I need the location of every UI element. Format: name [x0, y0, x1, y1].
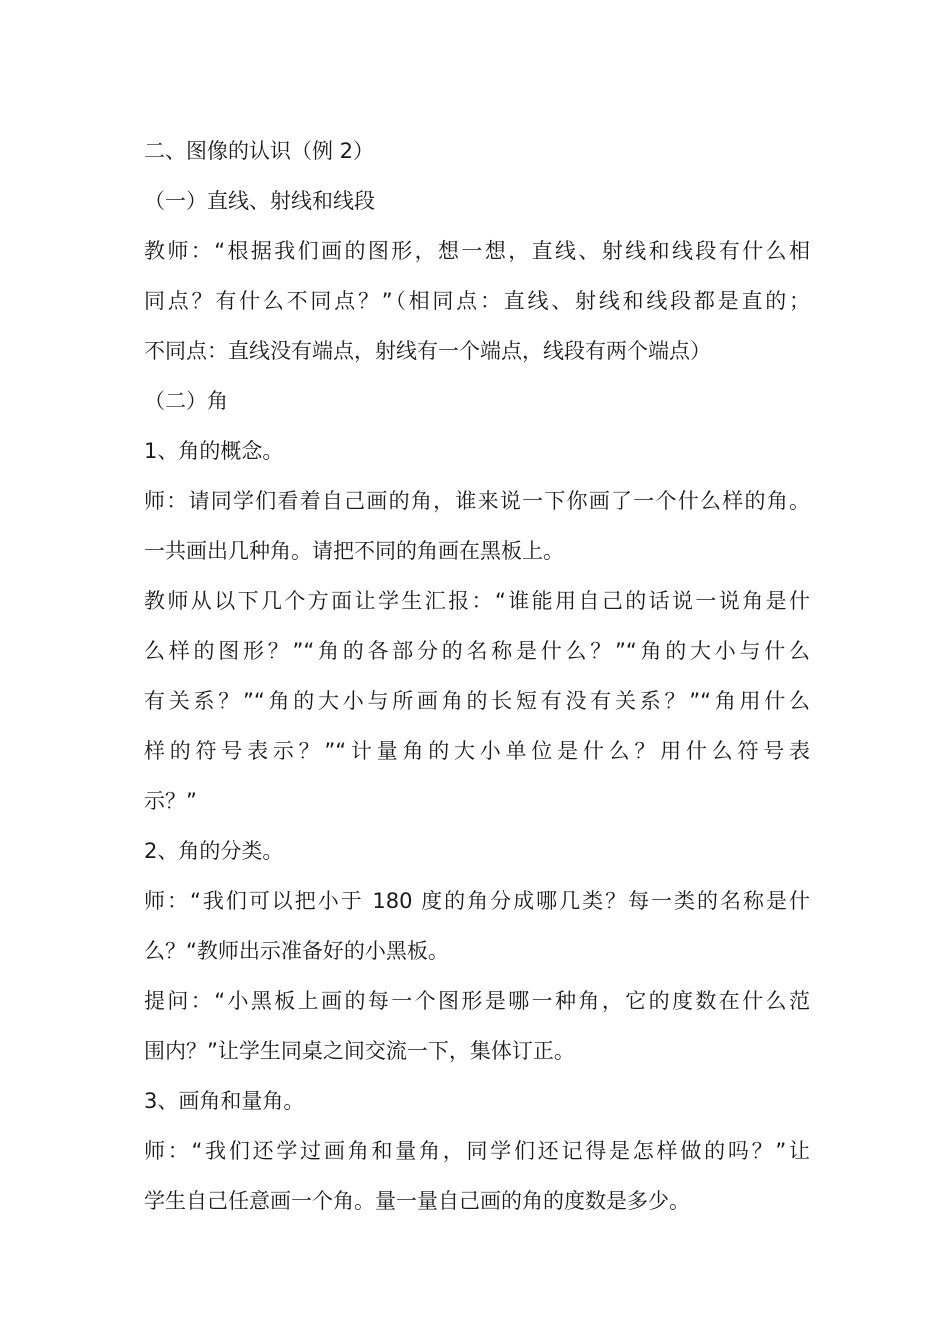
- paragraph-line: 教师：“根据我们画的图形，想一想，直线、射线和线段有什么相: [144, 239, 810, 263]
- paragraph-line: 示？”: [144, 789, 197, 813]
- document-body: [144, 126, 810, 1226]
- paragraph-line: 教师从以下几个方面让学生汇报：“谁能用自己的话说一说角是什: [144, 589, 810, 613]
- paragraph-line: 提问：“小黑板上画的每一个图形是哪一种角，它的度数在什么范: [144, 989, 810, 1013]
- paragraph-line: 不同点：直线没有端点，射线有一个端点，线段有两个端点）: [144, 339, 711, 363]
- paragraph-line: 师：请同学们看着自己画的角，谁来说一下你画了一个什么样的角。: [144, 489, 810, 513]
- item-heading: 1、角的概念。: [144, 439, 284, 463]
- item-heading: 3、画角和量角。: [144, 1089, 305, 1113]
- subsection-heading: （一）直线、射线和线段: [144, 189, 375, 213]
- paragraph-line: 么？“教师出示准备好的小黑板。: [144, 939, 449, 963]
- paragraph-line: 一共画出几种角。请把不同的角画在黑板上。: [144, 539, 564, 563]
- paragraph-line: 同点？有什么不同点？”（相同点：直线、射线和线段都是直的；: [144, 289, 810, 313]
- paragraph-line: 学生自己任意画一个角。量一量自己画的角的度数是多少。: [144, 1189, 690, 1213]
- paragraph-line: 围内？”让学生同桌之间交流一下，集体订正。: [144, 1039, 575, 1063]
- subsection-heading: （二）角: [144, 389, 228, 413]
- section-heading: 二、图像的认识（例 2）: [144, 139, 375, 163]
- paragraph-line: 师：“我们可以把小于 180 度的角分成哪几类？每一类的名称是什: [144, 889, 810, 913]
- paragraph-line: 师：“我们还学过画角和量角，同学们还记得是怎样做的吗？”让: [144, 1139, 810, 1163]
- item-heading: 2、角的分类。: [144, 839, 284, 863]
- paragraph-line: 样的符号表示？”“计量角的大小单位是什么？用什么符号表: [144, 739, 810, 763]
- paragraph-line: 有关系？”“角的大小与所画角的长短有没有关系？”“角用什么: [144, 689, 810, 713]
- paragraph-line: 么样的图形？”“角的各部分的名称是什么？”“角的大小与什么: [144, 639, 810, 663]
